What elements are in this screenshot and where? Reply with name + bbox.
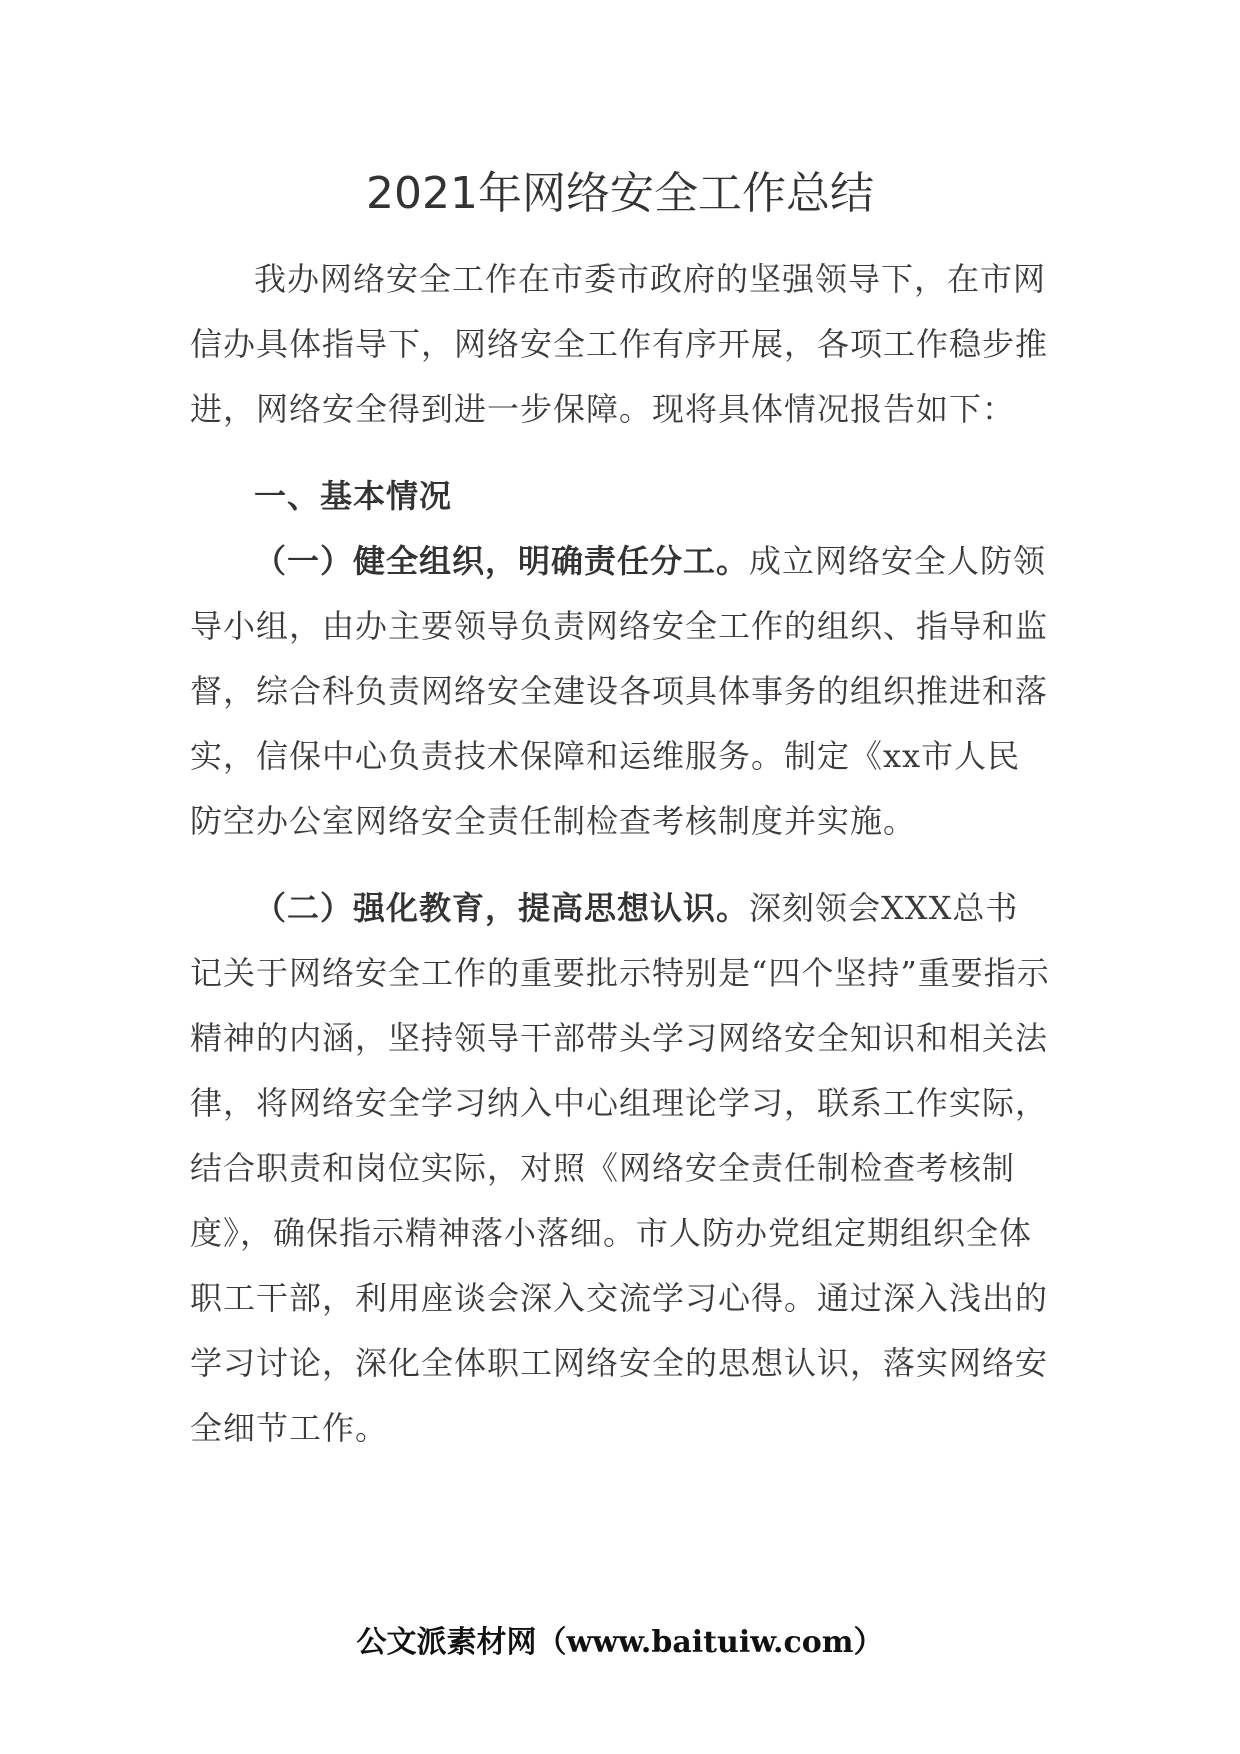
document-body <box>190 247 1050 1461</box>
intro-paragraph: 我办网络安全工作在市委市政府的坚强领导下，在市网信办具体指导下，网络安全工作有序开展，各项工作稳步推进，网络安全得到进一步保障。现将具体情况报告如下： <box>190 260 1049 428</box>
item-1-body: 成立网络安全人防领导小组，由办主要领导负责网络安全工作的组织、指导和监督，综合科负责网络安全建设各项具体事务的组织推进和落实，信保中心负责技术保障和运维服务。制定《xx市人民防空办公室网络安全责任制检查考核制度并实施。 <box>190 542 1049 840</box>
item-1-paragraph <box>190 529 1050 854</box>
document-title: 2021年网络安全工作总结 <box>366 168 874 219</box>
section-heading-basic: 一、基本情况 <box>254 477 453 515</box>
item-2-paragraph <box>190 876 1050 1461</box>
source-footer: 公文派素材网（www.baituiw.com） <box>356 1625 884 1660</box>
item-2-body: 深刻领会XXX总书记关于网络安全工作的重要批示特别是“四个坚持”重要指示精神的内涵，坚持领导干部带头学习网络安全知识和相关法律，将网络安全学习纳入中心组理论学习，联系工作实际，结合职责和岗位实际，对照《网络安全责任制检查考核制度》，确保指示精神落小落细。市人防办党组定期组织全体职工干部，利用座谈会深入交流学习心得。通过深入浅出的学习讨论，深化全体职工网络安全的思想认识，落实网络安全细节工作。 <box>190 889 1050 1447</box>
item-2-lead: （二）强化教育，提高思想认识。 <box>254 889 750 927</box>
item-1-lead: （一）健全组织，明确责任分工。 <box>254 542 750 580</box>
